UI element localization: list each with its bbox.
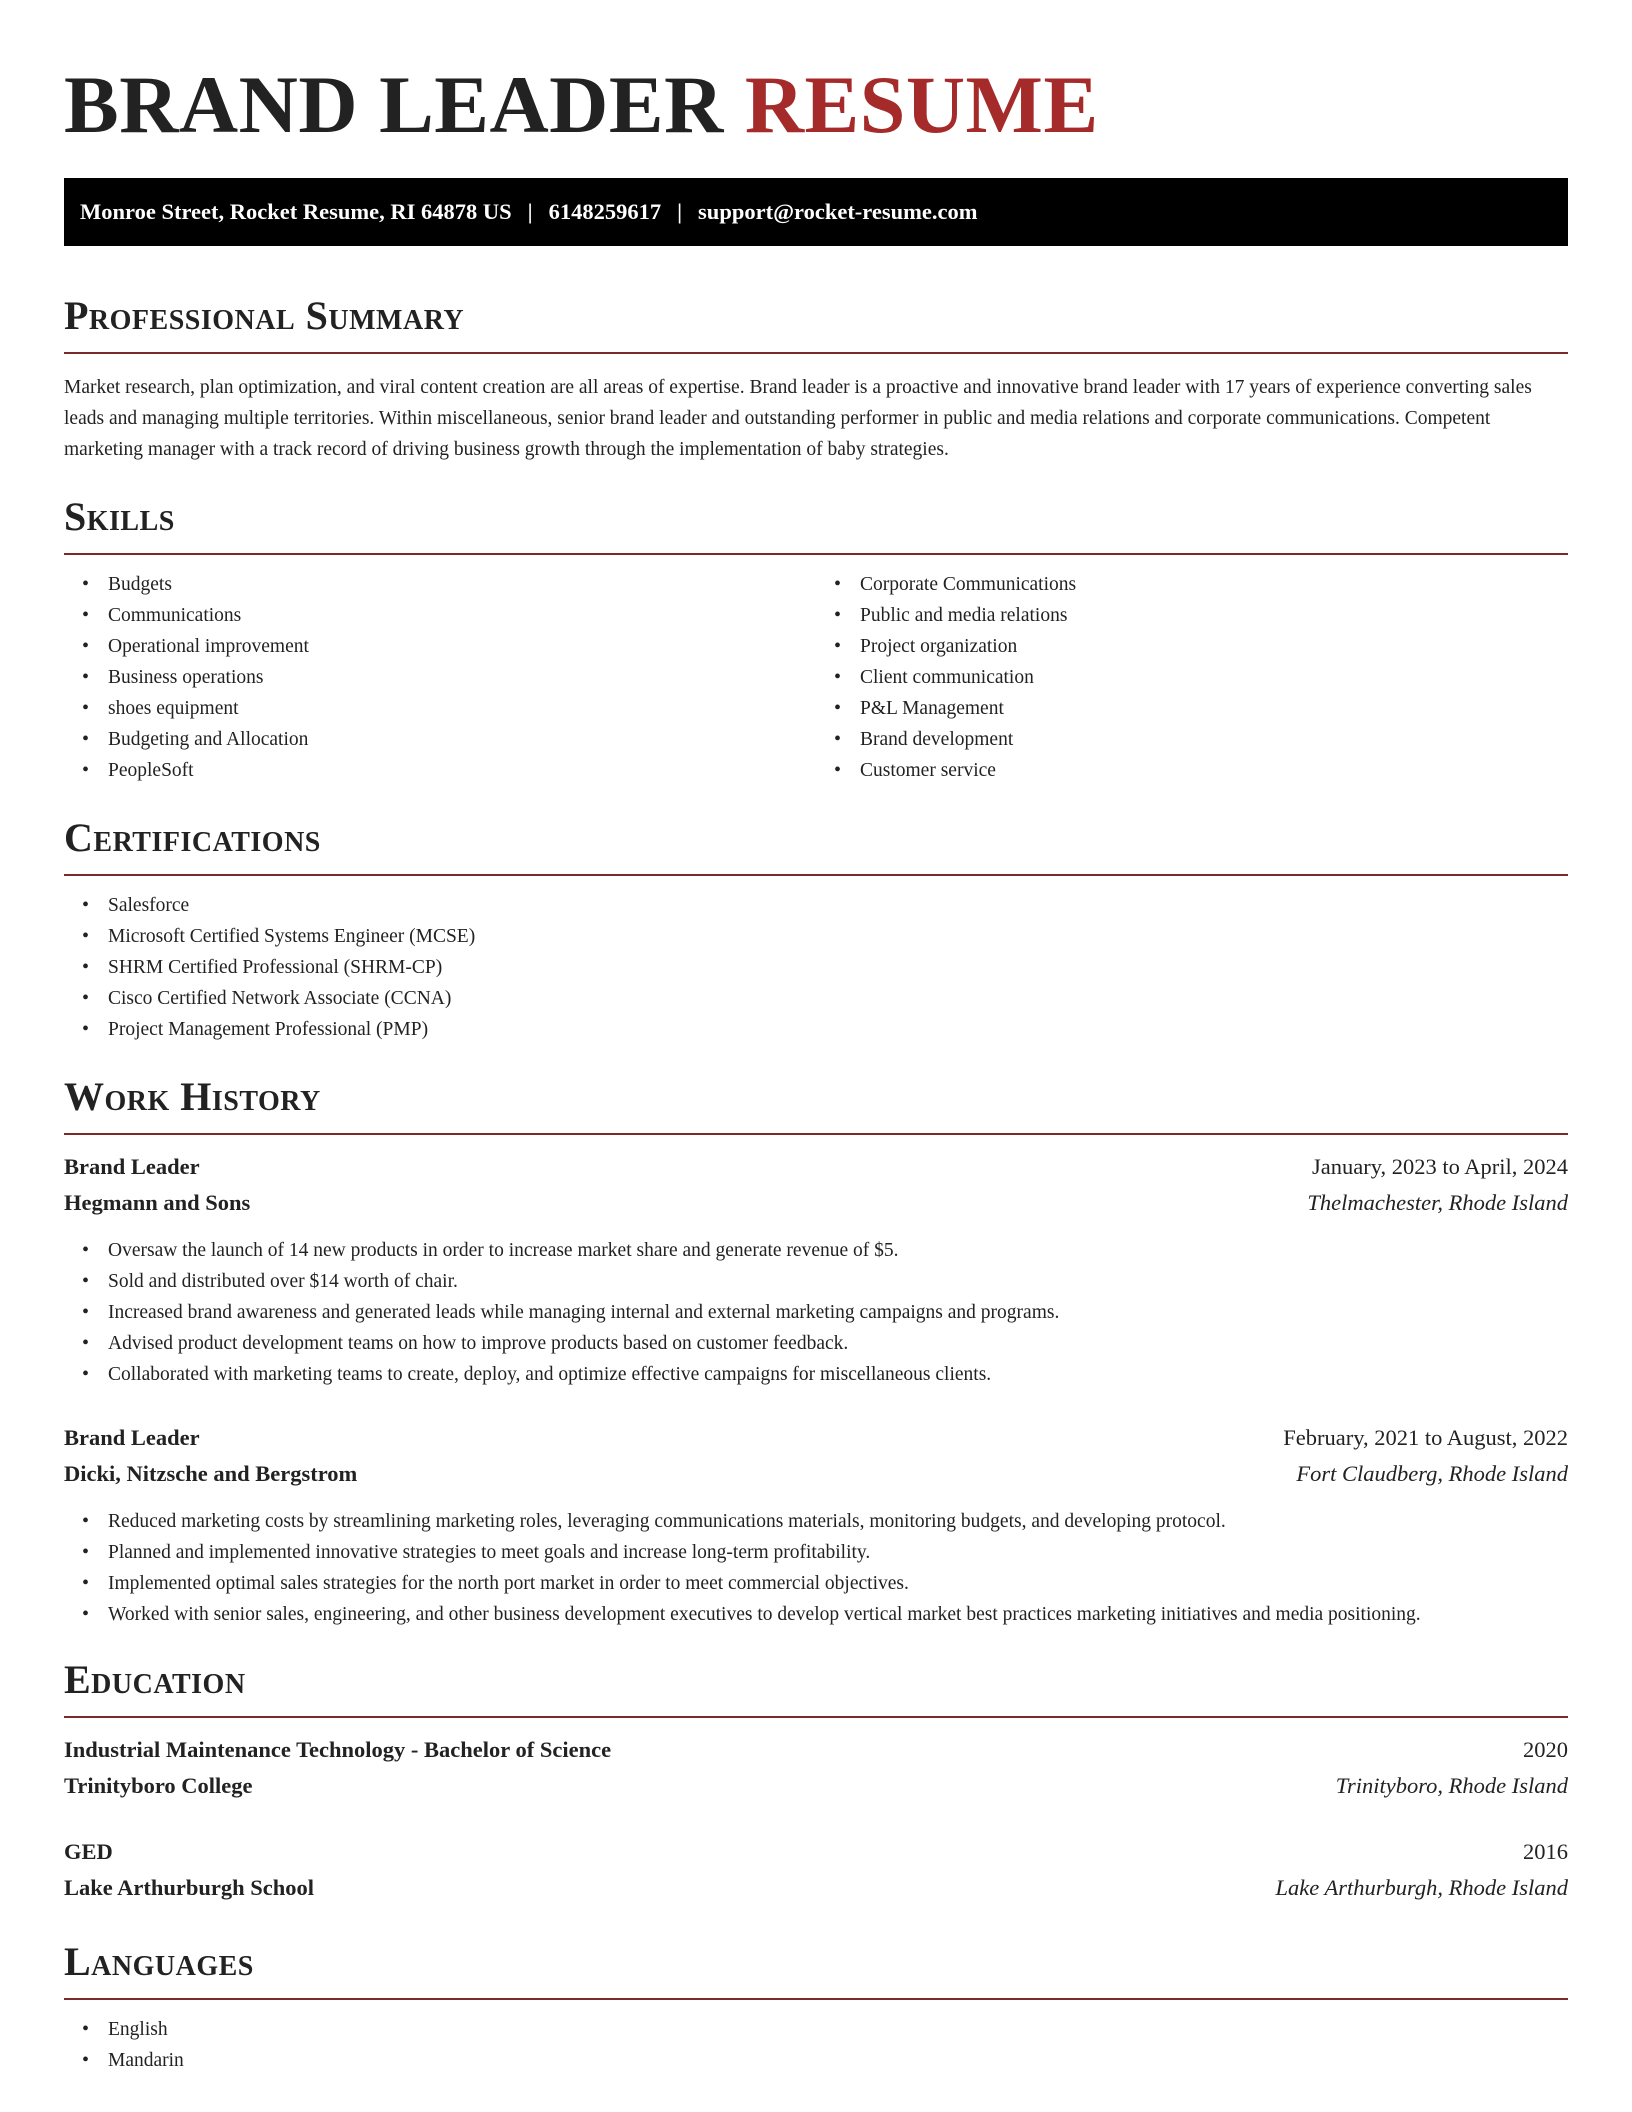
job-location: Thelmachester, Rhode Island xyxy=(1307,1190,1568,1215)
skill-item: • PeopleSoft xyxy=(64,755,816,786)
education-degree-row xyxy=(64,1732,1568,1768)
education-location: Trinityboro, Rhode Island xyxy=(1335,1773,1568,1798)
section-divider xyxy=(64,1133,1568,1135)
section-divider xyxy=(64,1998,1568,2000)
education-year: 2016 xyxy=(1523,1839,1568,1864)
skill-item: • Corporate Communications xyxy=(816,569,1568,600)
skill-item: • P&L Management xyxy=(816,693,1568,724)
job-header-row xyxy=(64,1149,1568,1185)
certifications-heading: Certifications xyxy=(64,815,321,860)
contact-bar xyxy=(64,178,1568,246)
education-heading: Education xyxy=(64,1657,246,1702)
job-bullet: • Collaborated with marketing teams to create, deploy, and optimize effective campaigns for miscellaneous clients. xyxy=(64,1359,1568,1390)
skill-item: • Project organization xyxy=(816,631,1568,662)
section-divider xyxy=(64,1716,1568,1718)
contact-address: Monroe Street, Rocket Resume, RI 64878 US xyxy=(80,199,512,224)
section-divider xyxy=(64,874,1568,876)
certification-item: • SHRM Certified Professional (SHRM-CP) xyxy=(64,952,1568,983)
job-location: Fort Claudberg, Rhode Island xyxy=(1296,1461,1568,1486)
skill-item: • Communications xyxy=(64,600,816,631)
job-bullet: • Increased brand awareness and generated leads while managing internal and external marketing campaigns and programs. xyxy=(64,1297,1568,1328)
education-school-row xyxy=(64,1768,1568,1804)
summary-text: Market research, plan optimization, and viral content creation are all areas of expertise. Brand leader is a proactive and innovative brand leader with 17 years of experience converting sales leads and managing multiple territories. Within miscellaneous, senior brand leader and outstanding performer in public and media relations and corporate communications. Competent marketing manager with a track record of driving business growth through the implementation of baby strategies. xyxy=(64,377,1532,460)
skills-heading: Skills xyxy=(64,494,175,539)
language-item: • Mandarin xyxy=(64,2045,1568,2076)
education-entry xyxy=(64,1732,1568,1804)
job-dates: February, 2021 to August, 2022 xyxy=(1283,1425,1568,1450)
skills-columns xyxy=(64,555,1568,786)
certification-item: • Salesforce xyxy=(64,890,1568,921)
languages-list xyxy=(64,2014,1568,2076)
skill-item: • Budgets xyxy=(64,569,816,600)
work-history-heading: Work History xyxy=(64,1074,321,1119)
job-company-row xyxy=(64,1185,1568,1221)
certifications-list xyxy=(64,890,1568,1045)
job-title: Brand Leader xyxy=(64,1425,200,1450)
contact-separator: | xyxy=(677,199,683,224)
job-bullet: • Reduced marketing costs by streamlining marketing roles, leveraging communications materials, monitoring budgets, and developing protocol. xyxy=(64,1506,1568,1537)
skill-item: • Operational improvement xyxy=(64,631,816,662)
education-entry xyxy=(64,1834,1568,1906)
education-year: 2020 xyxy=(1523,1737,1568,1762)
job-company-row xyxy=(64,1456,1568,1492)
job-entry xyxy=(64,1420,1568,1630)
job-bullet: • Oversaw the launch of 14 new products in order to increase market share and generate revenue of $5. xyxy=(64,1235,1568,1266)
language-item: • English xyxy=(64,2014,1568,2045)
languages-heading: Languages xyxy=(64,1939,254,1984)
skill-item: • Public and media relations xyxy=(816,600,1568,631)
skill-item: • Client communication xyxy=(816,662,1568,693)
skills-list-left xyxy=(64,569,816,786)
contact-separator: | xyxy=(527,199,533,224)
job-bullet: • Worked with senior sales, engineering, and other business development executives to develop vertical market best practices marketing initiatives and media positioning. xyxy=(64,1599,1568,1630)
certification-item: • Cisco Certified Network Associate (CCNA) xyxy=(64,983,1568,1014)
education-school-row xyxy=(64,1870,1568,1906)
job-dates: January, 2023 to April, 2024 xyxy=(1311,1154,1568,1179)
job-bullet: • Planned and implemented innovative strategies to meet goals and increase long-term profitability. xyxy=(64,1537,1568,1568)
certification-item: • Microsoft Certified Systems Engineer (MCSE) xyxy=(64,921,1568,952)
job-bullets xyxy=(64,1235,1568,1390)
summary-heading: Professional Summary xyxy=(64,293,465,338)
skill-item: • shoes equipment xyxy=(64,693,816,724)
education-degree-row xyxy=(64,1834,1568,1870)
job-bullet: • Sold and distributed over $14 worth of chair. xyxy=(64,1266,1568,1297)
skill-item: • Customer service xyxy=(816,755,1568,786)
job-bullet: • Implemented optimal sales strategies for the north port market in order to meet commercial objectives. xyxy=(64,1568,1568,1599)
job-bullet: • Advised product development teams on how to improve products based on customer feedback. xyxy=(64,1328,1568,1359)
contact-email: support@rocket-resume.com xyxy=(698,199,978,224)
job-title: Brand Leader xyxy=(64,1154,200,1179)
job-entry xyxy=(64,1149,1568,1390)
education-degree: Industrial Maintenance Technology - Bachelor of Science xyxy=(64,1737,612,1762)
skill-item: • Budgeting and Allocation xyxy=(64,724,816,755)
certification-item: • Project Management Professional (PMP) xyxy=(64,1014,1568,1045)
skill-item: • Business operations xyxy=(64,662,816,693)
education-school: Lake Arthurburgh School xyxy=(64,1875,315,1900)
resume-title xyxy=(64,59,1568,150)
job-bullets xyxy=(64,1506,1568,1630)
education-location: Lake Arthurburgh, Rhode Island xyxy=(1275,1875,1568,1900)
title-main: BRAND LEADER xyxy=(64,59,724,150)
title-accent: RESUME xyxy=(744,59,1099,150)
education-school: Trinityboro College xyxy=(64,1773,253,1798)
job-header-row xyxy=(64,1420,1568,1456)
section-divider xyxy=(64,352,1568,354)
contact-phone: 6148259617 xyxy=(548,199,662,224)
job-company: Dicki, Nitzsche and Bergstrom xyxy=(64,1461,358,1486)
education-degree: GED xyxy=(64,1839,113,1864)
skills-list-right xyxy=(816,569,1568,786)
job-company: Hegmann and Sons xyxy=(64,1190,251,1215)
skill-item: • Brand development xyxy=(816,724,1568,755)
